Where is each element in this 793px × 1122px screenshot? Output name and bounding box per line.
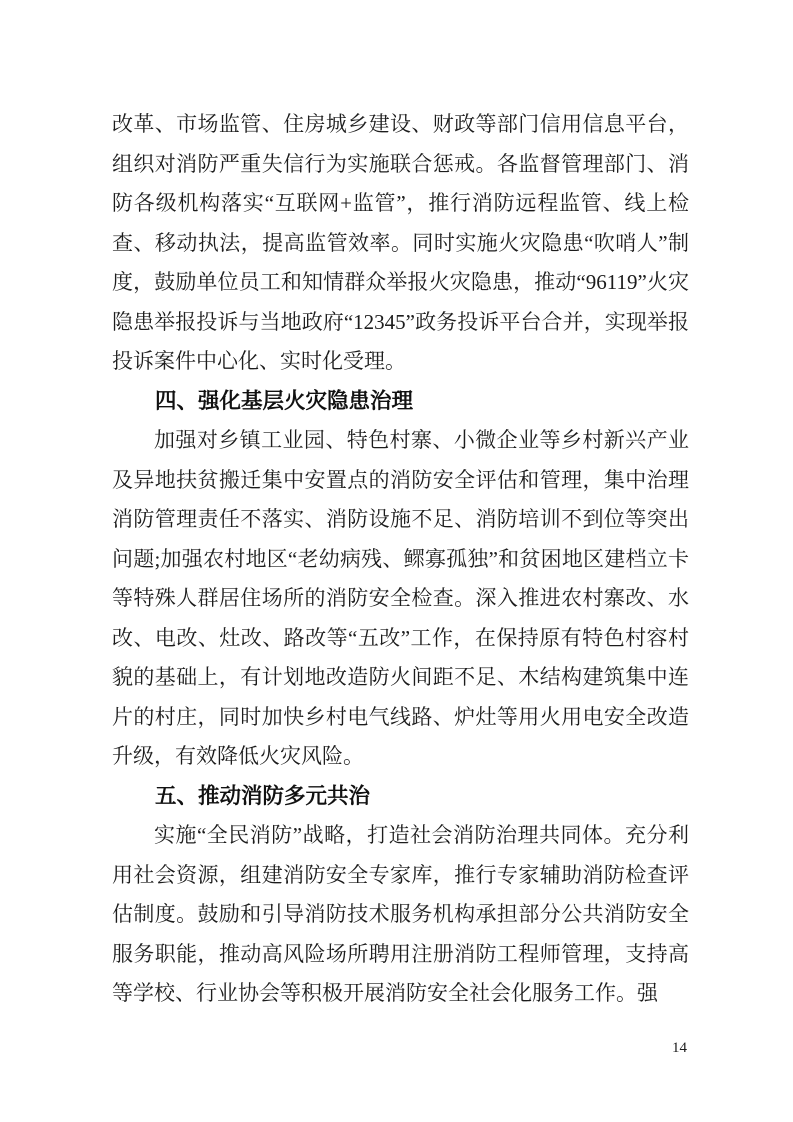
section-heading-5: 五、推动消防多元共治 [155,783,371,808]
section-heading-4: 四、强化基层火灾隐患治理 [155,388,414,413]
paragraph-continuation: 改革、市场监管、住房城乡建设、财政等部门信用信息平台，组织对消防严重失信行为实施联合惩戒。各监督管理部门、消防各级机构落实“互联网+监管”，推行消防远程监管、线上检查、移动执法，提高监管效率。同时实施火灾隐患“吹哨人”制度，鼓励单位员工和知情群众举报火灾隐患，推动“96119”火灾隐患举报投诉与当地政府“12345”政务投诉平台合并，实现举报投诉案件中心化、实时化受理。 [112,112,689,373]
document-body [112,105,689,1014]
page-number: 14 [672,1040,687,1056]
paragraph-section-4: 加强对乡镇工业园、特色村寨、小微企业等乡村新兴产业及异地扶贫搬迁集中安置点的消防安全评估和管理，集中治理消防管理责任不落实、消防设施不足、消防培训不到位等突出问题;加强农村地区“老幼病残、鳏寡孤独”和贫困地区建档立卡等特殊人群居住场所的消防安全检查。深入推进农村寨改、水改、电改、灶改、路改等“五改”工作，在保持原有特色村容村貌的基础上，有计划地改造防火间距不足、木结构建筑集中连片的村庄，同时加快乡村电气线路、炉灶等用火用电安全改造升级，有效降低火灾风险。 [112,428,689,768]
paragraph-section-5: 实施“全民消防”战略，打造社会消防治理共同体。充分利用社会资源，组建消防安全专家库，推行专家辅助消防检查评估制度。鼓励和引导消防技术服务机构承担部分公共消防安全服务职能，推动高风险场所聘用注册消防工程师管理，支持高等学校、行业协会等积极开展消防安全社会化服务工作。强 [112,823,689,1005]
